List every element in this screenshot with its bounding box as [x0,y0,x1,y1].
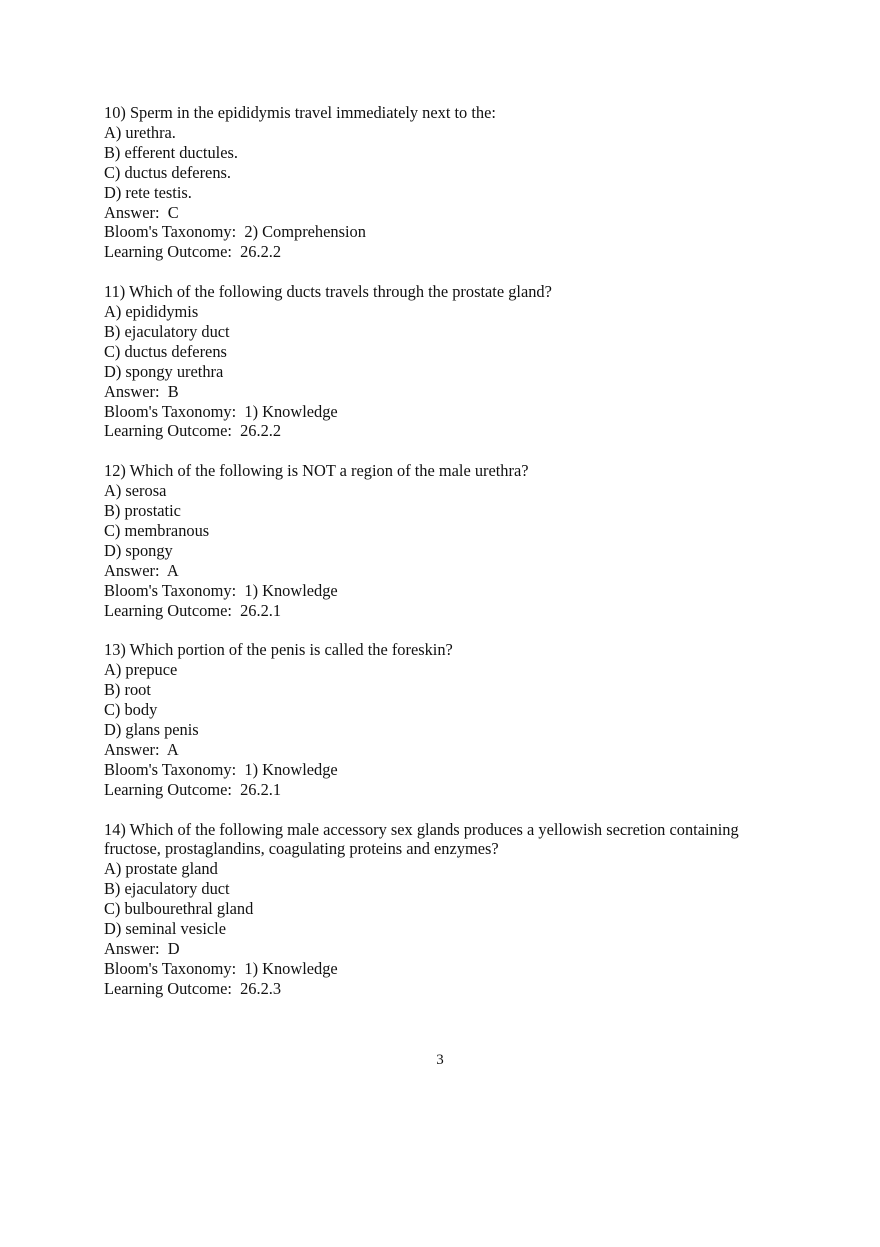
option-c: C) body [104,700,158,720]
question-stem: 13) Which portion of the penis is called the foreskin? [104,640,453,660]
option-b: B) efferent ductules. [104,142,238,162]
blooms-taxonomy: Bloom's Taxonomy: 1) Knowledge [104,401,338,421]
option-d: D) spongy urethra [104,361,224,381]
question-stem: 10) Sperm in the epididymis travel immediately next to the: [104,103,496,122]
option-b: B) prostatic [104,501,181,521]
question-stem: 12) Which of the following is NOT a region of the male urethra? [104,461,529,481]
option-d: D) seminal vesicle [104,919,226,939]
option-a: A) serosa [104,481,167,501]
learning-outcome: Learning Outcome: 26.2.1 [104,779,282,799]
option-a: A) epididymis [104,302,199,322]
learning-outcome: Learning Outcome: 26.2.2 [104,421,282,441]
option-b: B) root [104,680,151,700]
option-c: C) ductus deferens [104,341,227,361]
answer: Answer: C [104,202,179,222]
option-c: C) ductus deferens. [104,162,231,182]
question-11 [104,282,794,441]
question-list [104,103,794,1019]
learning-outcome: Learning Outcome: 26.2.1 [104,600,282,620]
option-d: D) rete testis. [104,182,192,202]
blooms-taxonomy: Bloom's Taxonomy: 1) Knowledge [104,958,338,978]
blooms-taxonomy: Bloom's Taxonomy: 2) Comprehension [104,222,366,242]
answer: Answer: A [104,739,179,759]
learning-outcome: Learning Outcome: 26.2.2 [104,242,282,262]
blooms-taxonomy: Bloom's Taxonomy: 1) Knowledge [104,759,338,779]
page-number: 3 [436,1052,444,1068]
option-a: A) prepuce [104,660,178,680]
option-d: D) glans penis [104,720,199,740]
question-12 [104,461,794,620]
answer: Answer: B [104,381,179,401]
question-14 [104,820,794,999]
option-b: B) ejaculatory duct [104,879,230,899]
option-d: D) spongy [104,540,173,560]
question-10 [104,103,794,262]
learning-outcome: Learning Outcome: 26.2.3 [104,978,282,998]
option-c: C) membranous [104,521,210,540]
blooms-taxonomy: Bloom's Taxonomy: 1) Knowledge [104,580,338,600]
option-a: A) urethra. [104,122,176,142]
answer: Answer: D [104,939,180,958]
option-c: C) bulbourethral gland [104,899,254,919]
option-a: A) prostate gland [104,859,218,879]
answer: Answer: A [104,560,179,580]
option-b: B) ejaculatory duct [104,321,230,341]
question-stem: 14) Which of the following male accessory sex glands produces a yellowish secretion containing fructose, prostaglandins, coagulating proteins and enzymes? [104,819,743,859]
question-13 [104,640,794,799]
question-stem: 11) Which of the following ducts travels through the prostate gland? [104,282,552,302]
